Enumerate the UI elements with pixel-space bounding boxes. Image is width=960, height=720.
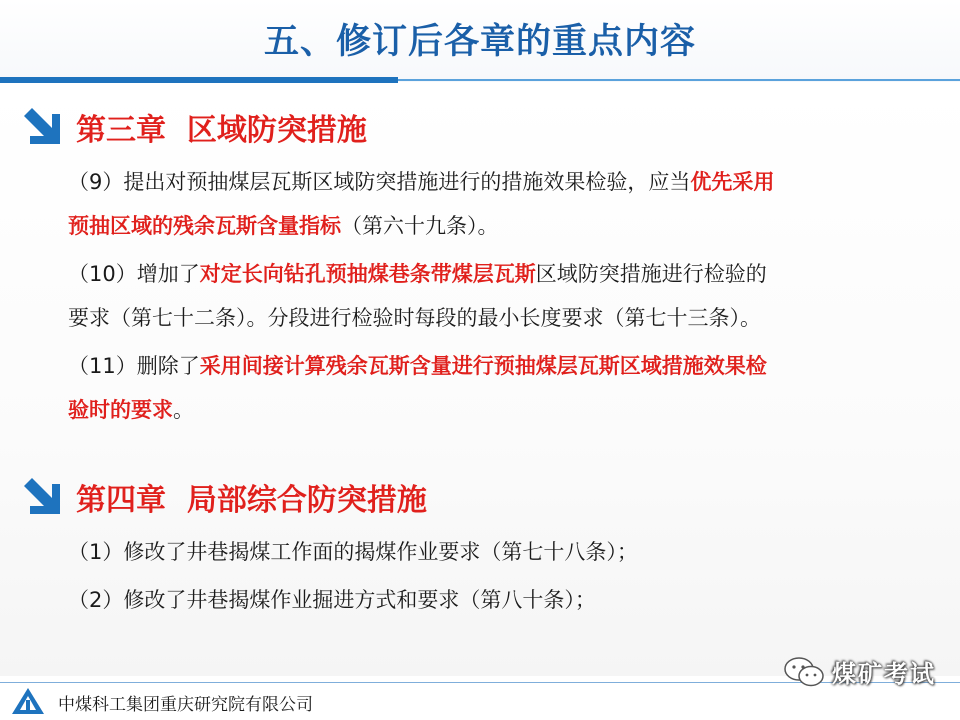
paragraph-item-10: [68, 252, 928, 340]
section-heading-chapter-4: [20, 474, 427, 520]
paragraph-item-2: [68, 578, 928, 622]
wechat-icon: [782, 655, 826, 689]
wechat-account-name: 煤矿考试: [832, 660, 936, 688]
wechat-watermark: [782, 654, 936, 689]
header-divider-thick: [0, 77, 398, 83]
highlight-text: 对定长向钻孔预抽煤巷条带煤层瓦斯: [199, 262, 536, 286]
paragraph-line: [68, 296, 928, 340]
paragraph-line: [68, 344, 928, 388]
text-run: （10）增加了: [68, 262, 200, 286]
highlight-text: 采用间接计算残余瓦斯含量进行预抽煤层瓦斯区域措施效果检: [199, 354, 767, 378]
header-divider-thin: [398, 79, 960, 81]
footer-company-name: 中煤科工集团重庆研究院有限公司: [58, 695, 313, 715]
arrow-down-right-icon: [20, 104, 66, 150]
arrow-down-right-icon: [20, 474, 66, 520]
paragraph-line: [68, 252, 928, 296]
paragraph-line: [68, 160, 928, 204]
company-logo-icon: [10, 686, 46, 716]
page-title: 五、修订后各章的重点内容: [263, 22, 696, 62]
text-run: 要求（第七十二条）。分段进行检验时每段的最小长度要求（第七十三条）。: [68, 306, 761, 330]
text-run: 区域防突措施进行检验的: [535, 262, 767, 286]
paragraph-line: [68, 388, 928, 432]
paragraph-item-1: [68, 530, 928, 574]
highlight-text: 验时的要求: [68, 398, 173, 422]
paragraph-item-11: [68, 344, 928, 432]
highlight-text: 预抽区域的残余瓦斯含量指标: [68, 214, 341, 238]
paragraph-item-9: [68, 160, 928, 248]
text-run: （9）提出对预抽煤层瓦斯区域防突措施进行的措施效果检验，应当: [68, 170, 691, 194]
text-run: （11）删除了: [68, 354, 200, 378]
section-title: 第四章 局部综合防突措施: [76, 483, 427, 518]
highlight-text: 优先采用: [690, 170, 775, 194]
text-run: （第六十九条）。: [341, 214, 499, 238]
section-heading-chapter-3: [20, 104, 367, 150]
text-run: （1）修改了井巷揭煤工作面的揭煤作业要求（第七十八条）；: [68, 540, 638, 564]
text-run: （2）修改了井巷揭煤作业掘进方式和要求（第八十条）；: [68, 588, 596, 612]
paragraph-line: [68, 530, 928, 574]
section-title: 第三章 区域防突措施: [76, 113, 367, 148]
paragraph-line: [68, 204, 928, 248]
paragraph-line: [68, 578, 928, 622]
text-run: 。: [173, 398, 194, 422]
